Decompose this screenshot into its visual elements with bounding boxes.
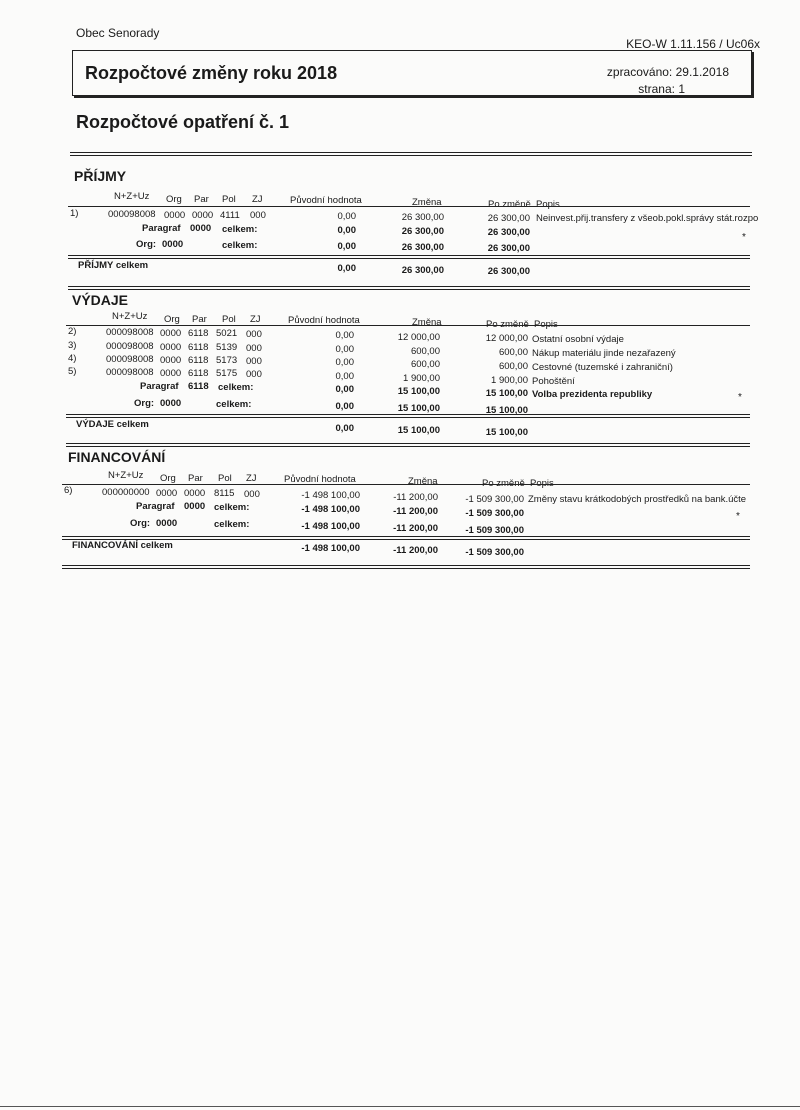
row-nzuz: 000098008 bbox=[106, 354, 154, 365]
row-pol: 5021 bbox=[216, 328, 238, 339]
title-rule bbox=[70, 152, 752, 156]
star-marker: * bbox=[736, 511, 740, 522]
col-desc: Popis bbox=[536, 199, 560, 210]
org-label: Org: bbox=[130, 518, 151, 529]
total-change: 15 100,00 bbox=[397, 425, 440, 436]
col-par: Par bbox=[188, 473, 203, 484]
measure-title: Rozpočtové opatření č. 1 bbox=[76, 112, 290, 132]
row-nzuz: 000098008 bbox=[106, 327, 154, 338]
row-pol: 4111 bbox=[220, 210, 240, 221]
org-after: 15 100,00 bbox=[485, 405, 528, 416]
org-code: 0000 bbox=[160, 398, 182, 409]
header-rule bbox=[62, 484, 750, 485]
row-org: 0000 bbox=[160, 368, 182, 379]
row-desc: Změny stavu krátkodobých prostředků na bank.účte bbox=[528, 494, 747, 505]
row-org: 0000 bbox=[160, 328, 182, 339]
page-label: strana: bbox=[638, 82, 675, 96]
row-zj: 000 bbox=[246, 356, 262, 367]
row-after: -1 509 300,00 bbox=[465, 494, 524, 505]
row-zj: 000 bbox=[244, 489, 260, 500]
program-version: KEO-W 1.11.156 / Uc06x bbox=[626, 37, 760, 51]
row-after: 600,00 bbox=[498, 361, 528, 372]
row-nzuz: 000098008 bbox=[108, 209, 156, 220]
row-after: 12 000,00 bbox=[485, 333, 528, 344]
org-original: -1 498 100,00 bbox=[301, 521, 360, 532]
col-nzuz: N+Z+Uz bbox=[112, 311, 148, 322]
star-marker: * bbox=[742, 232, 746, 243]
col-par: Par bbox=[194, 194, 209, 205]
col-original: Původní hodnota bbox=[288, 315, 360, 326]
paragraf-after: -1 509 300,00 bbox=[465, 508, 524, 519]
col-after: Po změně bbox=[486, 319, 529, 330]
section-title-vydaje: VÝDAJE bbox=[72, 292, 129, 308]
col-change: Změna bbox=[408, 476, 438, 487]
col-zj: ZJ bbox=[250, 314, 261, 325]
header-rule bbox=[68, 206, 750, 207]
paragraf-label: Paragraf bbox=[140, 381, 179, 392]
total-label: VÝDAJE celkem bbox=[76, 419, 149, 430]
paragraf-change: 15 100,00 bbox=[397, 386, 440, 397]
section-title-prijmy: PŘÍJMY bbox=[74, 168, 127, 184]
total-after: 15 100,00 bbox=[485, 427, 528, 438]
paragraf-celkem-label: celkem: bbox=[218, 382, 254, 393]
col-org: Org bbox=[164, 314, 180, 325]
row-org: 0000 bbox=[156, 488, 178, 499]
row-par: 6118 bbox=[188, 342, 209, 353]
col-after: Po změně bbox=[482, 478, 525, 489]
row-nzuz: 000098008 bbox=[106, 341, 154, 352]
paragraf-code: 0000 bbox=[184, 501, 206, 512]
row-original: 0,00 bbox=[335, 371, 354, 382]
row-original: 0,00 bbox=[337, 211, 356, 222]
row-org: 0000 bbox=[160, 355, 182, 366]
total-label: FINANCOVÁNÍ celkem bbox=[72, 540, 173, 551]
row-par: 6118 bbox=[188, 328, 209, 339]
star-marker: * bbox=[738, 392, 742, 403]
row-desc: Pohoštění bbox=[532, 376, 575, 387]
org-original: 0,00 bbox=[335, 401, 354, 412]
row-after: 600,00 bbox=[498, 347, 528, 358]
row-after: 26 300,00 bbox=[487, 213, 530, 224]
col-desc: Popis bbox=[534, 319, 558, 330]
col-zj: ZJ bbox=[252, 194, 263, 205]
row-desc: Neinvest.přij.transfery z všeob.pokl.správy stát.rozpo bbox=[536, 213, 759, 224]
row-change: 1 900,00 bbox=[403, 373, 440, 384]
organization-name: Obec Senorady bbox=[76, 26, 160, 40]
row-zj: 000 bbox=[246, 329, 262, 340]
col-zj: ZJ bbox=[246, 473, 257, 484]
paragraf-label: Paragraf bbox=[142, 223, 181, 234]
row-zj: 000 bbox=[246, 369, 262, 380]
row-original: 0,00 bbox=[335, 357, 354, 368]
row-par: 0000 bbox=[192, 210, 214, 221]
paragraf-original: 0,00 bbox=[335, 384, 354, 395]
row-original: -1 498 100,00 bbox=[301, 490, 360, 501]
row-pol: 5175 bbox=[216, 368, 238, 379]
org-celkem-label: celkem: bbox=[222, 240, 258, 251]
row-number: 6) bbox=[64, 485, 73, 496]
paragraf-code: 0000 bbox=[190, 223, 212, 234]
row-org: 0000 bbox=[160, 342, 182, 353]
total-original: -1 498 100,00 bbox=[301, 543, 360, 554]
header-rule bbox=[66, 325, 750, 326]
total-change: 26 300,00 bbox=[401, 265, 444, 276]
row-change: -11 200,00 bbox=[393, 492, 438, 503]
row-pol: 5173 bbox=[216, 355, 238, 366]
paragraf-code: 6118 bbox=[188, 381, 209, 392]
total-after: 26 300,00 bbox=[487, 266, 530, 277]
row-par: 0000 bbox=[184, 488, 206, 499]
total-original: 0,00 bbox=[337, 263, 356, 274]
col-original: Původní hodnota bbox=[284, 474, 356, 485]
row-after: 1 900,00 bbox=[491, 375, 528, 386]
col-pol: Pol bbox=[218, 473, 232, 484]
col-org: Org bbox=[160, 473, 176, 484]
org-change: -11 200,00 bbox=[393, 523, 438, 534]
row-original: 0,00 bbox=[335, 330, 354, 341]
row-par: 6118 bbox=[188, 355, 209, 366]
org-label: Org: bbox=[136, 239, 157, 250]
org-change: 26 300,00 bbox=[401, 242, 444, 253]
col-change: Změna bbox=[412, 317, 442, 328]
org-after: -1 509 300,00 bbox=[465, 525, 524, 536]
row-number: 4) bbox=[68, 353, 77, 364]
col-org: Org bbox=[166, 194, 182, 205]
col-par: Par bbox=[192, 314, 207, 325]
col-pol: Pol bbox=[222, 314, 236, 325]
paragraf-celkem-label: celkem: bbox=[222, 224, 258, 235]
total-label: PŘÍJMY celkem bbox=[78, 260, 149, 271]
section-end-rule bbox=[66, 443, 750, 447]
org-after: 26 300,00 bbox=[487, 243, 530, 254]
page-info bbox=[638, 82, 685, 96]
row-zj: 000 bbox=[246, 343, 262, 354]
org-label: Org: bbox=[134, 398, 155, 409]
col-original: Původní hodnota bbox=[290, 195, 362, 206]
row-par: 6118 bbox=[188, 368, 209, 379]
col-pol: Pol bbox=[222, 194, 236, 205]
org-change: 15 100,00 bbox=[397, 403, 440, 414]
col-after: Po změně bbox=[488, 199, 531, 210]
row-change: 12 000,00 bbox=[397, 332, 440, 343]
section-total-rule bbox=[66, 414, 750, 418]
org-celkem-label: celkem: bbox=[214, 519, 250, 530]
row-change: 26 300,00 bbox=[401, 212, 444, 223]
processed-date: 29.1.2018 bbox=[675, 65, 729, 79]
document-title: Rozpočtové změny roku 2018 bbox=[85, 63, 338, 83]
paragraf-celkem-label: celkem: bbox=[214, 502, 250, 513]
processed-info bbox=[607, 65, 729, 79]
page-number: 1 bbox=[678, 82, 685, 96]
paragraf-desc: Volba prezidenta republiky bbox=[532, 389, 653, 400]
org-celkem-label: celkem: bbox=[216, 399, 252, 410]
row-zj: 000 bbox=[250, 210, 266, 221]
col-nzuz: N+Z+Uz bbox=[114, 191, 150, 202]
row-change: 600,00 bbox=[410, 346, 440, 357]
row-nzuz: 000000000 bbox=[102, 487, 150, 498]
section-end-rule bbox=[62, 565, 750, 569]
row-desc: Ostatní osobní výdaje bbox=[532, 334, 624, 345]
row-change: 600,00 bbox=[410, 359, 440, 370]
row-number: 2) bbox=[68, 326, 77, 337]
paragraf-label: Paragraf bbox=[136, 501, 175, 512]
section-title-financovani: FINANCOVÁNÍ bbox=[68, 449, 166, 465]
row-desc: Cestovné (tuzemské i zahraniční) bbox=[532, 362, 673, 373]
total-original: 0,00 bbox=[335, 423, 354, 434]
section-end-rule bbox=[68, 286, 750, 290]
processed-label: zpracováno: bbox=[606, 65, 673, 79]
paragraf-original: -1 498 100,00 bbox=[301, 504, 360, 515]
paragraf-original: 0,00 bbox=[337, 225, 356, 236]
paragraf-after: 15 100,00 bbox=[485, 388, 528, 399]
paragraf-change: -11 200,00 bbox=[393, 506, 438, 517]
row-desc: Nákup materiálu jinde nezařazený bbox=[532, 348, 676, 359]
title-box bbox=[72, 50, 752, 96]
total-after: -1 509 300,00 bbox=[465, 547, 524, 558]
row-number: 3) bbox=[68, 340, 77, 351]
row-pol: 5139 bbox=[216, 342, 238, 353]
total-change: -11 200,00 bbox=[393, 545, 438, 556]
row-org: 0000 bbox=[164, 210, 186, 221]
row-number: 1) bbox=[70, 208, 79, 219]
row-original: 0,00 bbox=[335, 344, 354, 355]
col-change: Změna bbox=[412, 197, 442, 208]
scan-edge-line bbox=[0, 1106, 800, 1107]
col-desc: Popis bbox=[530, 478, 554, 489]
row-number: 5) bbox=[68, 366, 77, 377]
row-pol: 8115 bbox=[214, 488, 235, 499]
org-code: 0000 bbox=[162, 239, 184, 250]
org-code: 0000 bbox=[156, 518, 178, 529]
section-total-rule bbox=[68, 255, 750, 259]
row-nzuz: 000098008 bbox=[106, 367, 154, 378]
paragraf-change: 26 300,00 bbox=[401, 226, 444, 237]
paragraf-after: 26 300,00 bbox=[487, 227, 530, 238]
org-original: 0,00 bbox=[337, 241, 356, 252]
col-nzuz: N+Z+Uz bbox=[108, 470, 144, 481]
